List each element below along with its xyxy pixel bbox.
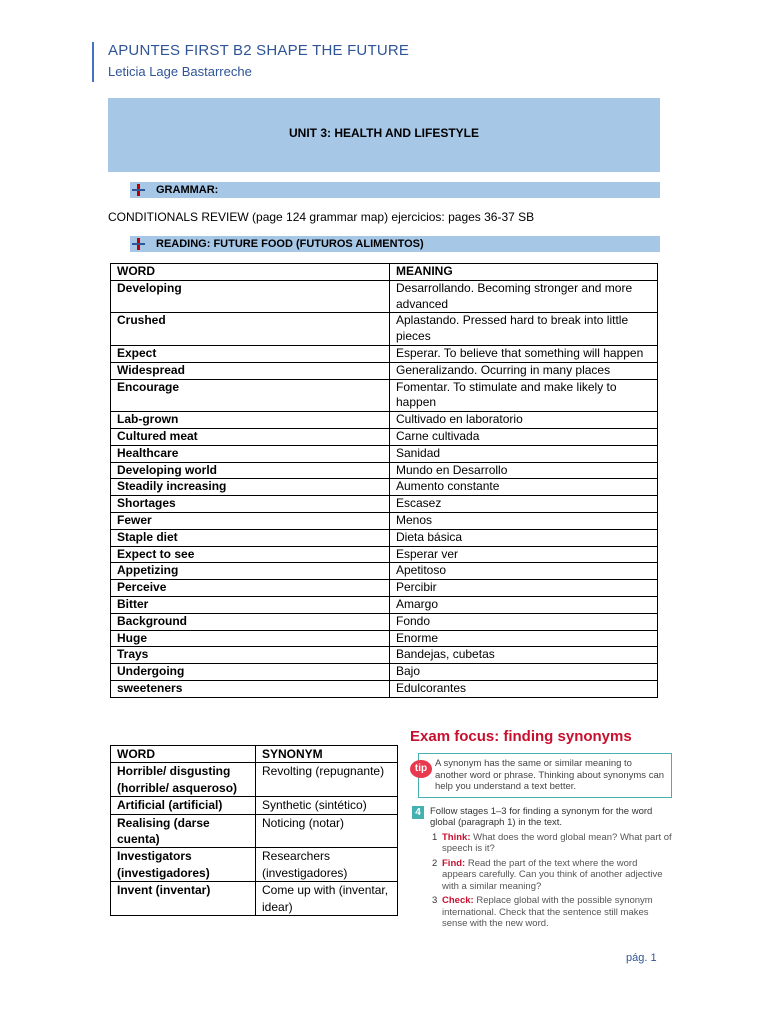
meaning-cell: Fomentar. To stimulate and make likely to happen: [390, 379, 658, 412]
word-cell: Realising (darse cuenta): [111, 814, 256, 848]
word-cell: Encourage: [111, 379, 390, 412]
word-cell: Steadily increasing: [111, 479, 390, 496]
column-header: WORD: [111, 264, 390, 281]
word-cell: Widespread: [111, 362, 390, 379]
grammar-line: CONDITIONALS REVIEW (page 124 grammar map) ejercicios: pages 36-37 SB: [108, 210, 535, 224]
word-cell: Trays: [111, 647, 390, 664]
word-cell: Horrible/ disgusting (horrible/ asqueroso): [111, 763, 256, 797]
meaning-cell: Aplastando. Pressed hard to break into little pieces: [390, 313, 658, 346]
step-text: What does the word global mean? What part of speech is it?: [442, 831, 672, 854]
header-accent-bar: [92, 42, 94, 82]
word-cell: Crushed: [111, 313, 390, 346]
grammar-heading-text: GRAMMAR:: [156, 184, 219, 196]
step-text: Replace global with the possible synonym international. Check that the sentence still makes sense with the new word.: [442, 895, 653, 929]
synonym-table: [110, 745, 398, 916]
table-row: [111, 445, 658, 462]
word-cell: Investigators (investigadores): [111, 848, 256, 882]
word-cell: Developing world: [111, 462, 390, 479]
meaning-cell: Esperar. To believe that something will happen: [390, 345, 658, 362]
reading-heading: [130, 236, 660, 252]
table-row: [111, 664, 658, 681]
word-cell: Expect to see: [111, 546, 390, 563]
word-cell: Background: [111, 613, 390, 630]
meaning-cell: Aumento constante: [390, 479, 658, 496]
task-text: Follow stages 1–3 for finding a synonym for the word global (paragraph 1) in the text.: [430, 805, 653, 828]
table-row: [111, 529, 658, 546]
word-cell: Lab-grown: [111, 412, 390, 429]
step-item: [410, 858, 672, 893]
word-cell: Expect: [111, 345, 390, 362]
meaning-cell: Amargo: [390, 596, 658, 613]
step-text: Read the part of the text where the word appears carefully. Can you think of another adjective with a similar meaning?: [442, 857, 663, 892]
step-label: Check:: [442, 895, 474, 906]
word-cell: Healthcare: [111, 445, 390, 462]
word-cell: Staple diet: [111, 529, 390, 546]
table-row: [111, 596, 658, 613]
task-number: 4: [412, 806, 424, 819]
table-row: [111, 814, 398, 848]
meaning-cell: Bandejas, cubetas: [390, 647, 658, 664]
word-cell: Developing: [111, 280, 390, 313]
table-row: [111, 848, 398, 882]
step-number: 3: [432, 895, 438, 906]
table-row: [111, 680, 658, 697]
table-row: [111, 479, 658, 496]
meaning-cell: Desarrollando. Becoming stronger and more advanced: [390, 280, 658, 313]
tip-badge-icon: tip: [410, 760, 432, 778]
table-row: [111, 362, 658, 379]
bullet-marker-icon: [132, 238, 146, 250]
reading-heading-text: READING: FUTURE FOOD (FUTUROS ALIMENTOS): [156, 238, 424, 250]
table-row: [111, 462, 658, 479]
word-cell: Invent (inventar): [111, 882, 256, 916]
vocabulary-table: [110, 263, 658, 698]
table-row: [111, 512, 658, 529]
page-number: pág. 1: [626, 952, 657, 964]
step-item: [410, 832, 672, 855]
table-header-row: [111, 264, 658, 281]
word-cell: Shortages: [111, 496, 390, 513]
steps-list: [410, 832, 672, 930]
exam-focus-title: Exam focus: finding synonyms: [410, 728, 632, 745]
meaning-cell: Fondo: [390, 613, 658, 630]
word-cell: Huge: [111, 630, 390, 647]
table-row: [111, 280, 658, 313]
table-row: [111, 496, 658, 513]
meaning-cell: Dieta básica: [390, 529, 658, 546]
table-row: [111, 563, 658, 580]
document-author: Leticia Lage Bastarreche: [108, 64, 252, 79]
table-row: [111, 882, 398, 916]
synonym-cell: Revolting (repugnante): [256, 763, 398, 797]
word-cell: Appetizing: [111, 563, 390, 580]
word-cell: Perceive: [111, 580, 390, 597]
unit-title: UNIT 3: HEALTH AND LIFESTYLE: [289, 126, 479, 140]
synonym-cell: Come up with (inventar, idear): [256, 882, 398, 916]
word-cell: Fewer: [111, 512, 390, 529]
word-cell: sweeteners: [111, 680, 390, 697]
table-row: [111, 379, 658, 412]
meaning-cell: Esperar ver: [390, 546, 658, 563]
step-label: Think:: [442, 831, 471, 843]
meaning-cell: Cultivado en laboratorio: [390, 412, 658, 429]
word-cell: Artificial (artificial): [111, 797, 256, 814]
meaning-cell: Carne cultivada: [390, 428, 658, 445]
task-instruction: [410, 806, 672, 829]
table-row: [111, 412, 658, 429]
column-header: SYNONYM: [256, 746, 398, 763]
meaning-cell: Menos: [390, 512, 658, 529]
tip-text: A synonym has the same or similar meaning to another word or phrase. Thinking about synonyms can help you understand a text better.: [435, 758, 665, 792]
table-row: [111, 428, 658, 445]
table-row: [111, 797, 398, 814]
meaning-cell: Percibir: [390, 580, 658, 597]
table-row: [111, 630, 658, 647]
meaning-cell: Mundo en Desarrollo: [390, 462, 658, 479]
meaning-cell: Sanidad: [390, 445, 658, 462]
step-number: 2: [432, 857, 438, 869]
step-item: [410, 895, 672, 930]
bullet-marker-icon: [132, 184, 146, 196]
table-row: [111, 613, 658, 630]
table-row: [111, 763, 398, 797]
meaning-cell: Apetitoso: [390, 563, 658, 580]
meaning-cell: Enorme: [390, 630, 658, 647]
document-title: APUNTES FIRST B2 SHAPE THE FUTURE: [108, 42, 410, 59]
synonym-cell: Researchers (investigadores): [256, 848, 398, 882]
word-cell: Cultured meat: [111, 428, 390, 445]
synonym-cell: Synthetic (sintético): [256, 797, 398, 814]
table-row: [111, 647, 658, 664]
meaning-cell: Generalizando. Ocurring in many places: [390, 362, 658, 379]
step-number: 1: [432, 831, 438, 843]
tip-box: [414, 753, 672, 798]
table-row: [111, 580, 658, 597]
step-label: Find:: [442, 857, 466, 869]
column-header: MEANING: [390, 264, 658, 281]
table-row: [111, 546, 658, 563]
table-row: [111, 313, 658, 346]
grammar-heading: [130, 182, 660, 198]
column-header: WORD: [111, 746, 256, 763]
word-cell: Undergoing: [111, 664, 390, 681]
exam-focus-panel: [410, 728, 672, 944]
table-row: [111, 345, 658, 362]
table-header-row: [111, 746, 398, 763]
word-cell: Bitter: [111, 596, 390, 613]
meaning-cell: Edulcorantes: [390, 680, 658, 697]
meaning-cell: Bajo: [390, 664, 658, 681]
meaning-cell: Escasez: [390, 496, 658, 513]
unit-banner: [108, 98, 660, 172]
synonym-cell: Noticing (notar): [256, 814, 398, 848]
